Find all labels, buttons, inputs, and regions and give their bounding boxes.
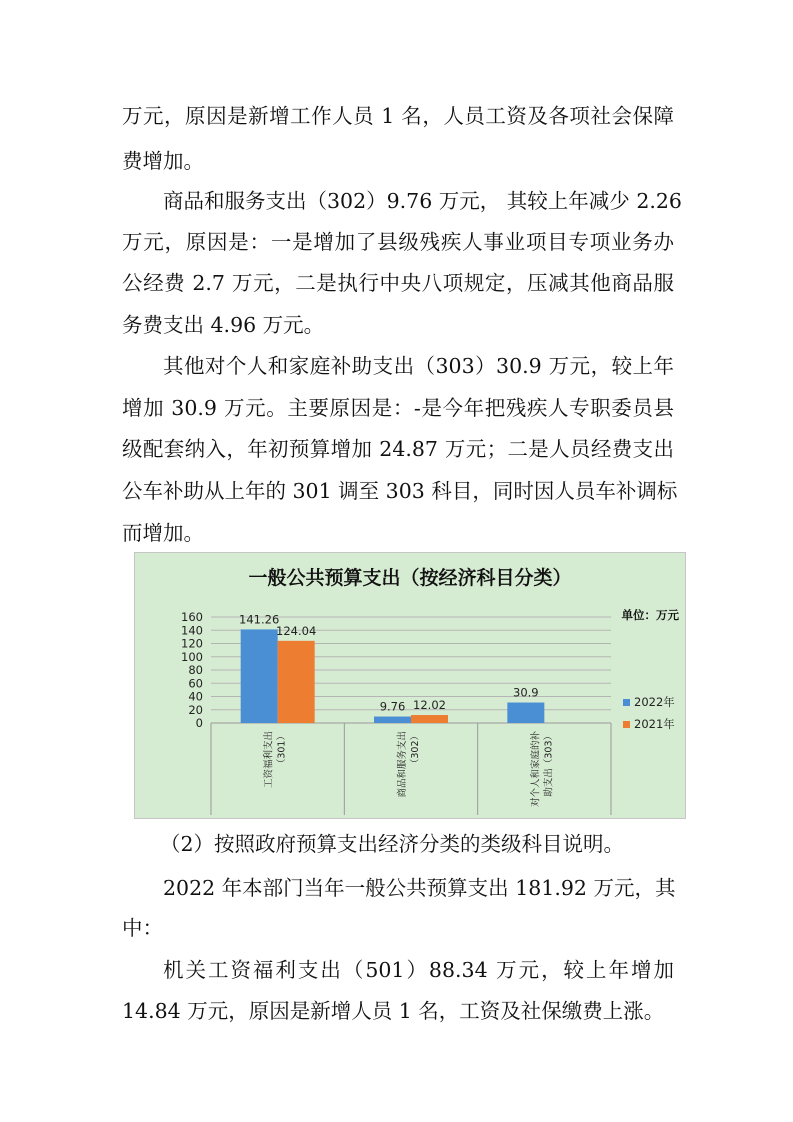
legend-label: 2022年 xyxy=(634,695,675,709)
text-line: 商品和服务支出（302）9.76 万元， 其较上年减少 2.26 xyxy=(163,189,682,213)
budget-chart xyxy=(134,552,686,819)
text-line: 务费支出 4.96 万元。 xyxy=(122,313,325,337)
y-tick-label: 0 xyxy=(195,716,203,730)
y-tick-label: 80 xyxy=(188,663,203,677)
bar-2021年 xyxy=(278,641,315,723)
legend-swatch-2022 xyxy=(623,699,630,706)
chart-title: 一般公共预算支出（按经济科目分类） xyxy=(248,567,572,589)
bar-2022年 xyxy=(507,703,544,723)
chart-legend xyxy=(623,691,675,735)
text-line: 14.84 万元，原因是新增人员 1 名，工资及社保缴费上涨。 xyxy=(122,999,665,1023)
text-line: （2）按照政府预算支出经济分类的类级科目说明。 xyxy=(160,832,625,856)
y-tick-label: 120 xyxy=(181,636,203,651)
text-line: 级配套纳入，年初预算增加 24.87 万元；二是人员经费支出 xyxy=(122,437,674,461)
y-tick-label: 60 xyxy=(188,676,203,691)
y-tick-label: 100 xyxy=(181,649,203,664)
bar-2021年 xyxy=(411,715,448,723)
category-label: （302） xyxy=(410,731,421,769)
text-line: 公经费 2.7 万元，二是执行中央八项规定，压减其他商品服 xyxy=(122,271,674,295)
text-line: 中： xyxy=(122,916,163,940)
category-label: 对个人和家庭的补 xyxy=(530,731,542,808)
category-label: 工资福利支出 xyxy=(263,731,275,789)
data-label: 141.26 xyxy=(239,612,280,627)
text-line: 费增加。 xyxy=(122,149,204,173)
text-line: 公车补助从上年的 301 调至 303 科目，同时因人员车补调标 xyxy=(122,479,678,503)
text-line: 2022 年本部门当年一般公共预算支出 181.92 万元，其 xyxy=(163,876,676,900)
category-label: 助支出（303） xyxy=(543,731,555,797)
text-line: 而增加。 xyxy=(122,521,204,545)
text-line: 其他对个人和家庭补助支出（303）30.9 万元，较上年 xyxy=(163,354,674,378)
legend-swatch-2021 xyxy=(623,721,630,728)
bar-2022年 xyxy=(241,629,278,723)
legend-item xyxy=(623,713,675,735)
category-label: 商品和服务支出 xyxy=(397,731,408,798)
text-line: 万元，原因是：一是增加了县级残疾人事业项目专项业务办 xyxy=(122,230,674,254)
y-tick-label: 40 xyxy=(188,689,203,704)
y-tick-label: 20 xyxy=(188,702,203,717)
y-tick-label: 140 xyxy=(181,623,203,638)
category-label: （301） xyxy=(276,731,288,769)
bar-2022年 xyxy=(374,717,411,723)
chart-unit-label: 单位：万元 xyxy=(621,608,679,622)
text-line: 增加 30.9 万元。主要原因是：-是今年把残疾人专职委员县 xyxy=(122,396,674,420)
text-line: 万元，原因是新增工作人员 1 名，人员工资及各项社会保障 xyxy=(122,104,674,128)
legend-item xyxy=(623,691,675,713)
legend-label: 2021年 xyxy=(634,717,675,731)
text-line: 机关工资福利支出（501）88.34 万元，较上年增加 xyxy=(163,958,674,982)
data-label: 30.9 xyxy=(513,685,539,700)
y-tick-label: 160 xyxy=(181,610,203,624)
data-label: 12.02 xyxy=(413,698,446,713)
data-label: 9.76 xyxy=(379,699,406,714)
data-label: 124.04 xyxy=(276,623,317,638)
chart-plot xyxy=(135,553,685,818)
